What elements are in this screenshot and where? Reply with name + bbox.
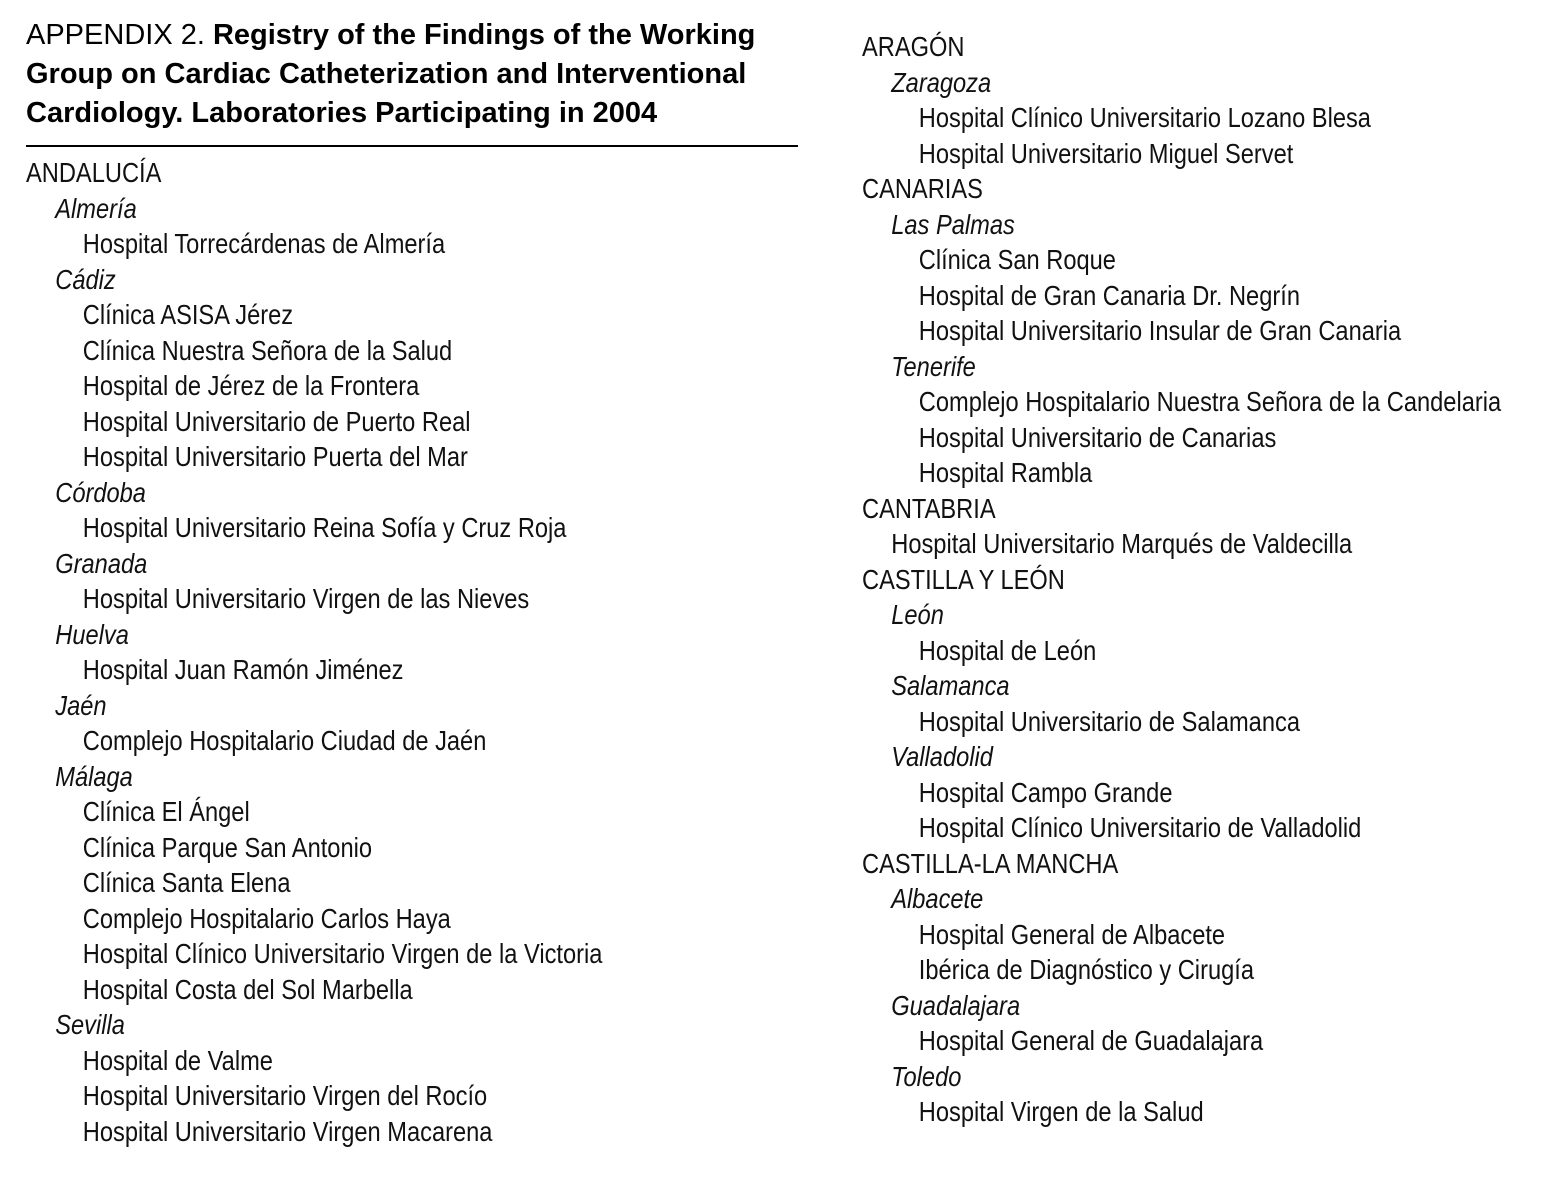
hospital-entry: Hospital Universitario Virgen del Rocío xyxy=(82,1080,488,1111)
city-heading: Toledo xyxy=(891,1060,962,1092)
hospital-entry: Hospital Universitario de Canarias xyxy=(918,421,1277,453)
hospital-entry: Complejo Hospitalario Ciudad de Jaén xyxy=(82,725,487,756)
appendix-label: APPENDIX 2. xyxy=(26,19,205,51)
hospital-entry: Hospital Clínico Universitario de Valladolid xyxy=(918,812,1362,843)
laboratory-list-left xyxy=(26,155,798,1149)
city-heading: Almería xyxy=(55,192,137,224)
hospital-entry: Complejo Hospitalario Carlos Haya xyxy=(82,902,451,934)
city-heading: Guadalajara xyxy=(891,989,1021,1021)
hospital-entry: Hospital Torrecárdenas de Almería xyxy=(82,228,446,259)
hospital-entry: Hospital General de Albacete xyxy=(918,918,1226,950)
city-heading: Albacete xyxy=(891,883,984,914)
city-heading: Málaga xyxy=(55,760,133,792)
appendix-title xyxy=(26,16,798,133)
region-heading: CASTILLA-LA MANCHA xyxy=(862,847,1119,879)
hospital-entry: Hospital Clínico Universitario Virgen de la Victoria xyxy=(82,938,603,969)
hospital-entry: Hospital Universitario de Puerto Real xyxy=(82,405,471,437)
city-heading: Sevilla xyxy=(55,1009,125,1040)
hospital-entry: Hospital Campo Grande xyxy=(918,776,1173,808)
hospital-entry: Hospital de Valme xyxy=(82,1044,273,1076)
hospital-entry: Clínica Nuestra Señora de la Salud xyxy=(82,334,453,366)
hospital-entry: Hospital Costa del Sol Marbella xyxy=(82,973,413,1005)
city-heading: Las Palmas xyxy=(891,208,1015,240)
region-heading: CANTABRIA xyxy=(862,492,996,524)
city-heading: Granada xyxy=(55,547,148,579)
hospital-entry: Hospital Universitario Insular de Gran Canaria xyxy=(918,315,1402,346)
city-heading: León xyxy=(891,599,944,630)
appendix-title-bold: Registry of the Findings of the Working Group on Cardiac Catheterization and Interventional Cardiology. Laboratories Participating in 2004 xyxy=(26,19,756,129)
hospital-entry: Hospital Clínico Universitario Lozano Blesa xyxy=(918,102,1371,133)
hospital-entry: Hospital General de Guadalajara xyxy=(918,1025,1264,1056)
laboratory-list-right xyxy=(862,29,1552,1130)
city-heading: Valladolid xyxy=(891,741,993,772)
hospital-entry: Hospital Universitario Virgen de las Nieves xyxy=(82,583,530,614)
hospital-entry: Hospital Virgen de la Salud xyxy=(918,1096,1204,1127)
hospital-entry: Hospital Universitario de Salamanca xyxy=(918,705,1300,737)
hospital-entry: Hospital Juan Ramón Jiménez xyxy=(82,654,404,685)
hospital-entry: Hospital de Gran Canaria Dr. Negrín xyxy=(918,279,1300,311)
city-heading: Jaén xyxy=(55,689,107,721)
hospital-entry: Hospital Universitario Reina Sofía y Cruz Roja xyxy=(82,512,567,543)
city-heading: Tenerife xyxy=(891,350,976,382)
hospital-entry: Hospital de Jérez de la Frontera xyxy=(82,370,420,401)
hospital-entry: Hospital de León xyxy=(918,634,1097,666)
hospital-entry: Ibérica de Diagnóstico y Cirugía xyxy=(918,954,1254,985)
title-rule xyxy=(26,145,798,147)
hospital-entry: Clínica Parque San Antonio xyxy=(82,831,373,863)
hospital-entry: Hospital Universitario Virgen Macarena xyxy=(82,1115,493,1147)
hospital-entry: Clínica Santa Elena xyxy=(82,867,291,898)
city-heading: Cádiz xyxy=(55,263,116,295)
region-heading: ARAGÓN xyxy=(862,31,965,62)
hospital-entry: Hospital Rambla xyxy=(918,457,1093,488)
hospital-entry: Hospital Universitario Puerta del Mar xyxy=(82,441,468,472)
region-heading: CASTILLA Y LEÓN xyxy=(862,563,1065,595)
hospital-entry: Hospital Universitario Marqués de Valdecilla xyxy=(891,528,1353,559)
city-heading: Córdoba xyxy=(55,476,146,508)
hospital-entry: Complejo Hospitalario Nuestra Señora de la Candelaria xyxy=(918,386,1502,417)
city-heading: Huelva xyxy=(55,618,129,650)
region-heading: ANDALUCÍA xyxy=(26,157,162,188)
city-heading: Zaragoza xyxy=(891,66,992,98)
left-column xyxy=(26,0,798,1149)
region-heading: CANARIAS xyxy=(862,173,983,204)
city-heading: Salamanca xyxy=(891,670,1010,701)
hospital-entry: Hospital Universitario Miguel Servet xyxy=(918,137,1294,169)
right-column xyxy=(862,0,1552,1130)
hospital-entry: Clínica El Ángel xyxy=(82,796,250,827)
hospital-entry: Clínica San Roque xyxy=(918,244,1116,275)
hospital-entry: Clínica ASISA Jérez xyxy=(82,299,294,330)
